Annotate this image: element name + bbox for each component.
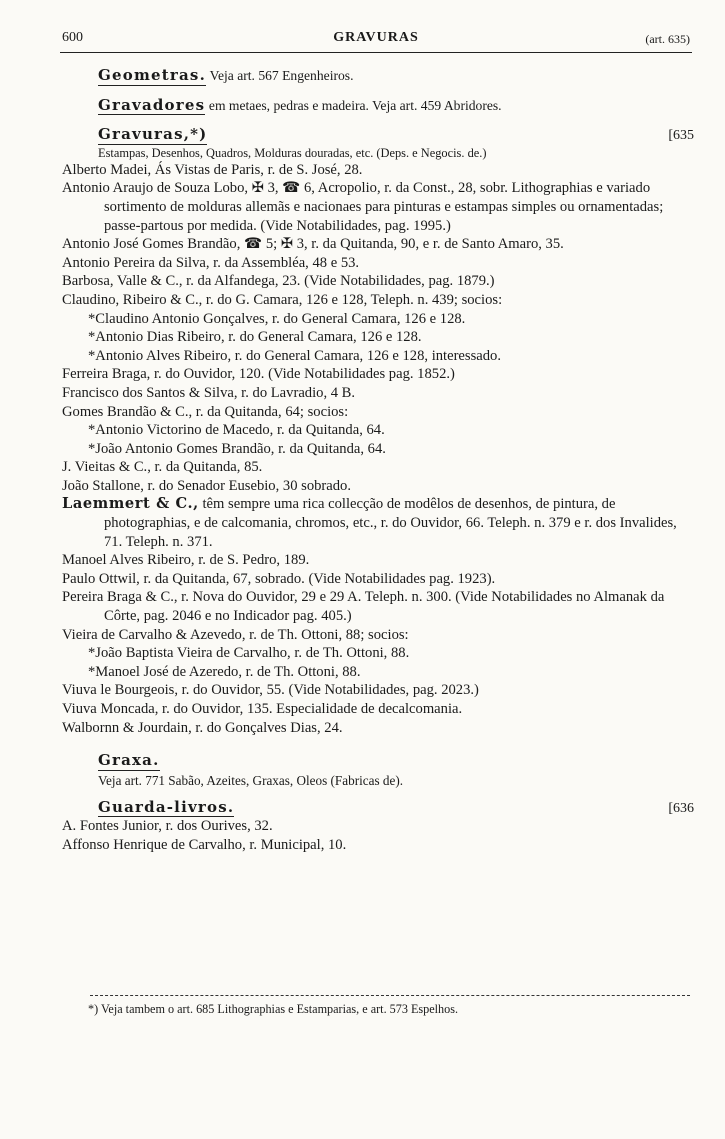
directory-entry: Viuva Moncada, r. do Ouvidor, 135. Especialidade de decalcomania. (62, 701, 463, 717)
directory-entry: Antonio Pereira da Silva, r. da Assembléa, 48 e 53. (62, 254, 360, 271)
article-ref: (art. 635) (645, 32, 690, 46)
gravuras-entries (62, 161, 692, 737)
directory-entry: Affonso Henrique de Carvalho, r. Municipal, 10. (62, 836, 347, 853)
directory-entry: Alberto Madei, Ás Vistas de Paris, r. de S. José, 28. (62, 161, 363, 178)
section-geometras (98, 66, 692, 86)
partner-entry: *João Antonio Gomes Brandão, r. da Quitanda, 64. (88, 440, 386, 457)
entry-text: têm sempre uma rica collecção de modêlos de desenhos, de pintura, de photographias, e de calcomania, chromos, etc., r. do Ouvidor, 66. Teleph. n. 379 e r. dos Invalides, 71. Teleph. n. 371. (104, 496, 677, 550)
footnote-rule (90, 995, 690, 996)
directory-entry: Vieira de Carvalho & Azevedo, r. de Th. Ottoni, 88; socios: (62, 626, 409, 643)
header-rule (60, 52, 692, 53)
section-text: Veja art. 567 Engenheiros. (209, 68, 354, 83)
page-title: GRAVURAS (333, 30, 419, 45)
directory-entry: Gomes Brandão & C., r. da Quitanda, 64; socios: (62, 403, 349, 420)
partner-entry: *João Baptista Vieira de Carvalho, r. de Th. Ottoni, 88. (88, 645, 410, 662)
firm-name: Laemmert & C., (62, 495, 199, 513)
directory-entry: Claudino, Ribeiro & C., r. do G. Camara, 126 e 128, Teleph. n. 439; socios: (62, 291, 503, 308)
partner-entry: *Claudino Antonio Gonçalves, r. do General Camara, 126 e 128. (88, 310, 466, 327)
directory-entry: Ferreira Braga, r. do Ouvidor, 120. (Vide Notabilidades pag. 1852.) (62, 366, 455, 383)
content (62, 64, 692, 855)
directory-entry: Paulo Ottwil, r. da Quitanda, 67, sobrado. (Vide Notabilidades pag. 1923). (62, 570, 496, 587)
section-gravadores (98, 96, 692, 116)
partner-entry: *Antonio Dias Ribeiro, r. do General Camara, 126 e 128. (88, 329, 422, 346)
directory-entry: Antonio Araujo de Souza Lobo, ✠ 3, ☎ 6, Acropolio, r. da Const., 28, sobr. Lithographias e variado sortimento de molduras allemãs e nacionaes para pinturas e estampas simples ou ornamentadas; passe-partous por medida. (Vide Notabilidades, pag. 1995.) (62, 180, 664, 234)
directory-entry: A. Fontes Junior, r. dos Ourives, 32. (62, 818, 273, 835)
section-guarda-livros (98, 798, 692, 818)
partner-entry: *Manoel José de Azeredo, r. de Th. Ottoni, 88. (88, 663, 361, 680)
directory-entry: Antonio José Gomes Brandão, ☎ 5; ✠ 3, r. da Quitanda, 90, e r. de Santo Amaro, 35. (62, 236, 564, 253)
directory-entry: Barbosa, Valle & C., r. da Alfandega, 23. (Vide Notabilidades, pag. 1879.) (62, 273, 495, 290)
directory-entry: Walbornn & Jourdain, r. do Gonçalves Dias, 24. (62, 719, 343, 736)
partner-entry: *Antonio Victorino de Macedo, r. da Quitanda, 64. (88, 422, 385, 439)
section-heading: Guarda-livros. (98, 797, 235, 816)
section-heading: Geometras. (98, 66, 206, 84)
section-heading: Gravadores (98, 95, 206, 114)
section-gravuras (98, 125, 692, 145)
directory-entry (62, 495, 692, 551)
partner-entry: *Antonio Alves Ribeiro, r. do General Camara, 126 e 128, interessado. (88, 347, 501, 364)
guarda-entries (62, 817, 692, 854)
directory-entry: Francisco dos Santos & Silva, r. do Lavradio, 4 B. (62, 384, 356, 401)
footnote: *) Veja tambem o art. 685 Lithographias e Estamparias, e art. 573 Espelhos. (88, 1002, 459, 1016)
graxa-text: Veja art. 771 Sabão, Azeites, Graxas, Oleos (Fabricas de). (98, 772, 404, 788)
page-header (62, 30, 690, 52)
directory-entry: João Stallone, r. do Senador Eusebio, 30 sobrado. (62, 477, 351, 494)
section-text: em metaes, pedras e madeira. Veja art. 459 Abridores. (208, 97, 502, 113)
section-number: [635 (668, 128, 694, 144)
directory-entry: Manoel Alves Ribeiro, r. de S. Pedro, 189. (62, 552, 310, 569)
page-number: 600 (62, 30, 83, 45)
directory-entry: J. Vieitas & C., r. da Quitanda, 85. (62, 459, 263, 476)
section-number: [636 (668, 800, 694, 816)
section-graxa (98, 751, 692, 771)
section-heading: Gravuras,*) (98, 125, 208, 144)
directory-entry: Viuva le Bourgeois, r. do Ouvidor, 55. (Vide Notabilidades, pag. 2023.) (62, 682, 479, 699)
section-note: Estampas, Desenhos, Quadros, Molduras douradas, etc. (Deps. e Negocis. de.) (98, 145, 487, 160)
section-heading: Graxa. (98, 751, 160, 770)
directory-entry: Pereira Braga & C., r. Nova do Ouvidor, 29 e 29 A. Teleph. n. 300. (Vide Notabilidades no Almanak da Côrte, pag. 2046 e no Indicador pag. 405.) (62, 589, 665, 625)
